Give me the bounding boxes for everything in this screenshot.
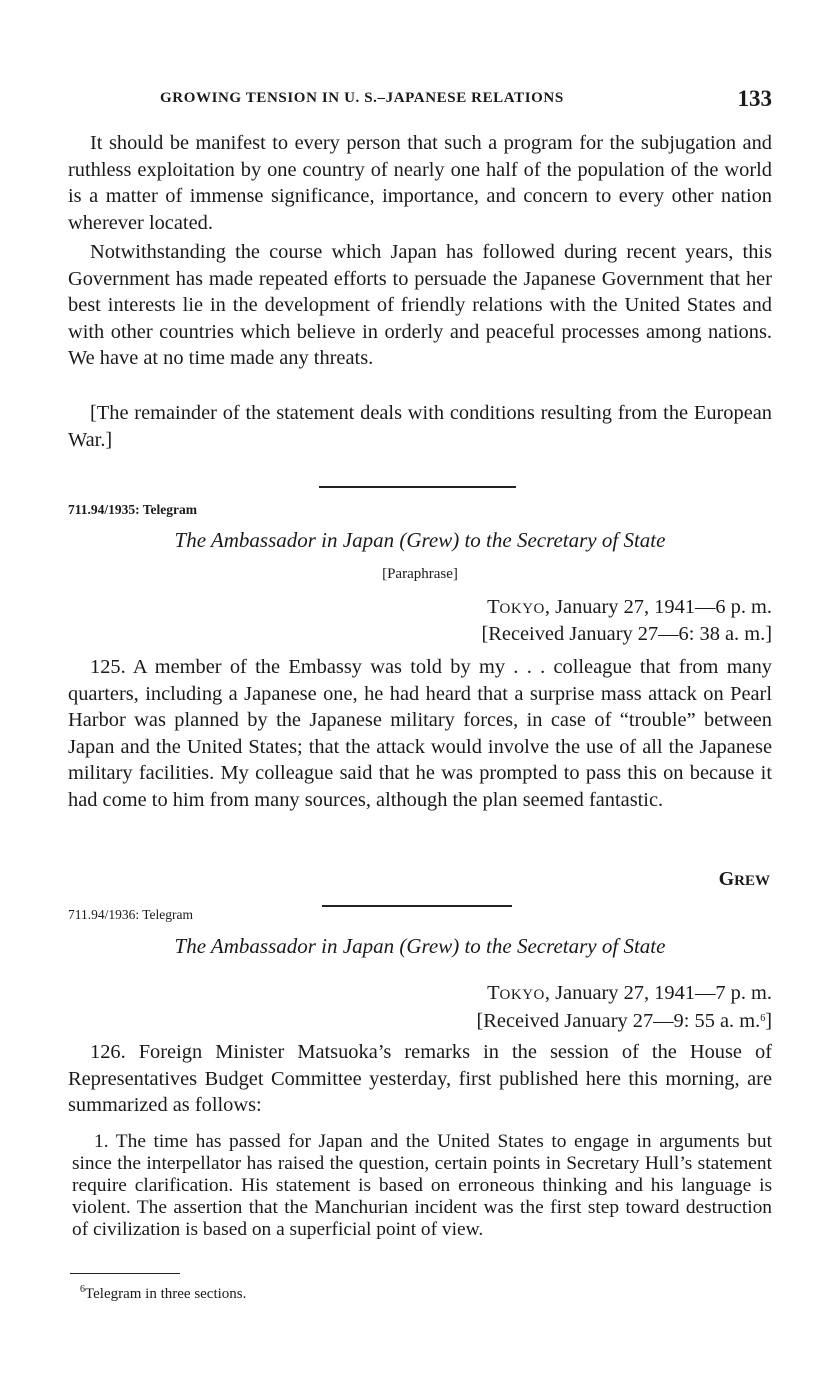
file-number: 711.94/1936 bbox=[68, 907, 136, 922]
running-head: GROWING TENSION IN U. S.–JAPANESE RELATIONS bbox=[160, 90, 564, 106]
file-type: : Telegram bbox=[135, 907, 194, 922]
footnote-marker: 6 bbox=[80, 1284, 85, 1295]
footnote-text: Telegram in three sections. bbox=[85, 1286, 247, 1302]
signature-initial: G bbox=[718, 868, 735, 890]
file-type: : Telegram bbox=[135, 502, 198, 517]
intro-paragraph-3: [The remainder of the statement deals with conditions resulting from the European War.] bbox=[68, 402, 772, 451]
page-number: 133 bbox=[737, 86, 772, 111]
place-initial: T bbox=[487, 982, 500, 1004]
paraphrase-note: [Paraphrase] bbox=[382, 566, 458, 582]
file-reference bbox=[68, 907, 193, 923]
dateline bbox=[487, 594, 772, 623]
page-header bbox=[160, 86, 772, 116]
date-text: , January 27, 1941—6 p. m. bbox=[544, 596, 772, 618]
signature-rest: REW bbox=[734, 873, 770, 889]
received-line bbox=[477, 1006, 772, 1035]
footnote-reference: 6 bbox=[760, 1013, 766, 1024]
section-divider bbox=[322, 905, 512, 907]
place-rest: OKYO bbox=[499, 987, 545, 1003]
file-number: 711.94/1935 bbox=[68, 502, 136, 517]
file-reference bbox=[68, 502, 197, 518]
received-line: [Received January 27—6: 38 a. m.] bbox=[481, 623, 772, 645]
place-rest: OKYO bbox=[499, 601, 545, 617]
quoted-summary: 1. The time has passed for Japan and the United States to engage in arguments but since the interpellator has raised the question, certain points in Secretary Hull’s statement require clarification. His statement is based on erroneous thinking and his language is violent. The assertion that the Manchurian incident was the first step toward destruction of civilization is based on a superficial point of view. bbox=[72, 1131, 772, 1240]
telegram-body: 125. A member of the Embassy was told by my . . . colleague that from many quarters, including a Japanese one, he had heard that a surprise mass attack on Pearl Harbor was planned by the Japanese military forces, in case of “trouble” between Japan and the United States; that the attack would involve the use of all the Japanese military facilities. My colleague said that he was prompted to pass this on because it had come to him from many sources, although the plan seemed fantastic. bbox=[68, 656, 772, 811]
date-text: , January 27, 1941—7 p. m. bbox=[544, 982, 772, 1004]
signature bbox=[719, 868, 770, 891]
received-close: ] bbox=[765, 1010, 772, 1032]
intro-paragraph-2: Notwithstanding the course which Japan has followed during recent years, this Government has made repeated efforts to persuade the Japanese Government that her best interests lie in the development of friendly relations with the United States and with other countries which believe in orderly and peaceful processes among nations. We have at no time made any threats. bbox=[68, 241, 772, 369]
footnote bbox=[80, 1284, 246, 1303]
document-caption: The Ambassador in Japan (Grew) to the Secretary of State bbox=[174, 934, 666, 958]
place-initial: T bbox=[487, 596, 500, 618]
section-divider bbox=[319, 486, 516, 488]
received-text: [Received January 27—9: 55 a. m. bbox=[476, 1010, 761, 1032]
telegram-body: 126. Foreign Minister Matsuoka’s remarks in the session of the House of Representatives Budget Committee yesterday, first published here this morning, are summarized as follows: bbox=[68, 1041, 772, 1116]
dateline bbox=[487, 980, 772, 1009]
intro-paragraph-1: It should be manifest to every person that such a program for the subjugation and ruthless exploitation by one country of nearly one half of the population of the world is a matter of immense significance, importance, and concern to every other nation wherever located. bbox=[68, 132, 772, 234]
footnote-rule bbox=[70, 1273, 180, 1274]
document-caption: The Ambassador in Japan (Grew) to the Secretary of State bbox=[174, 528, 666, 552]
